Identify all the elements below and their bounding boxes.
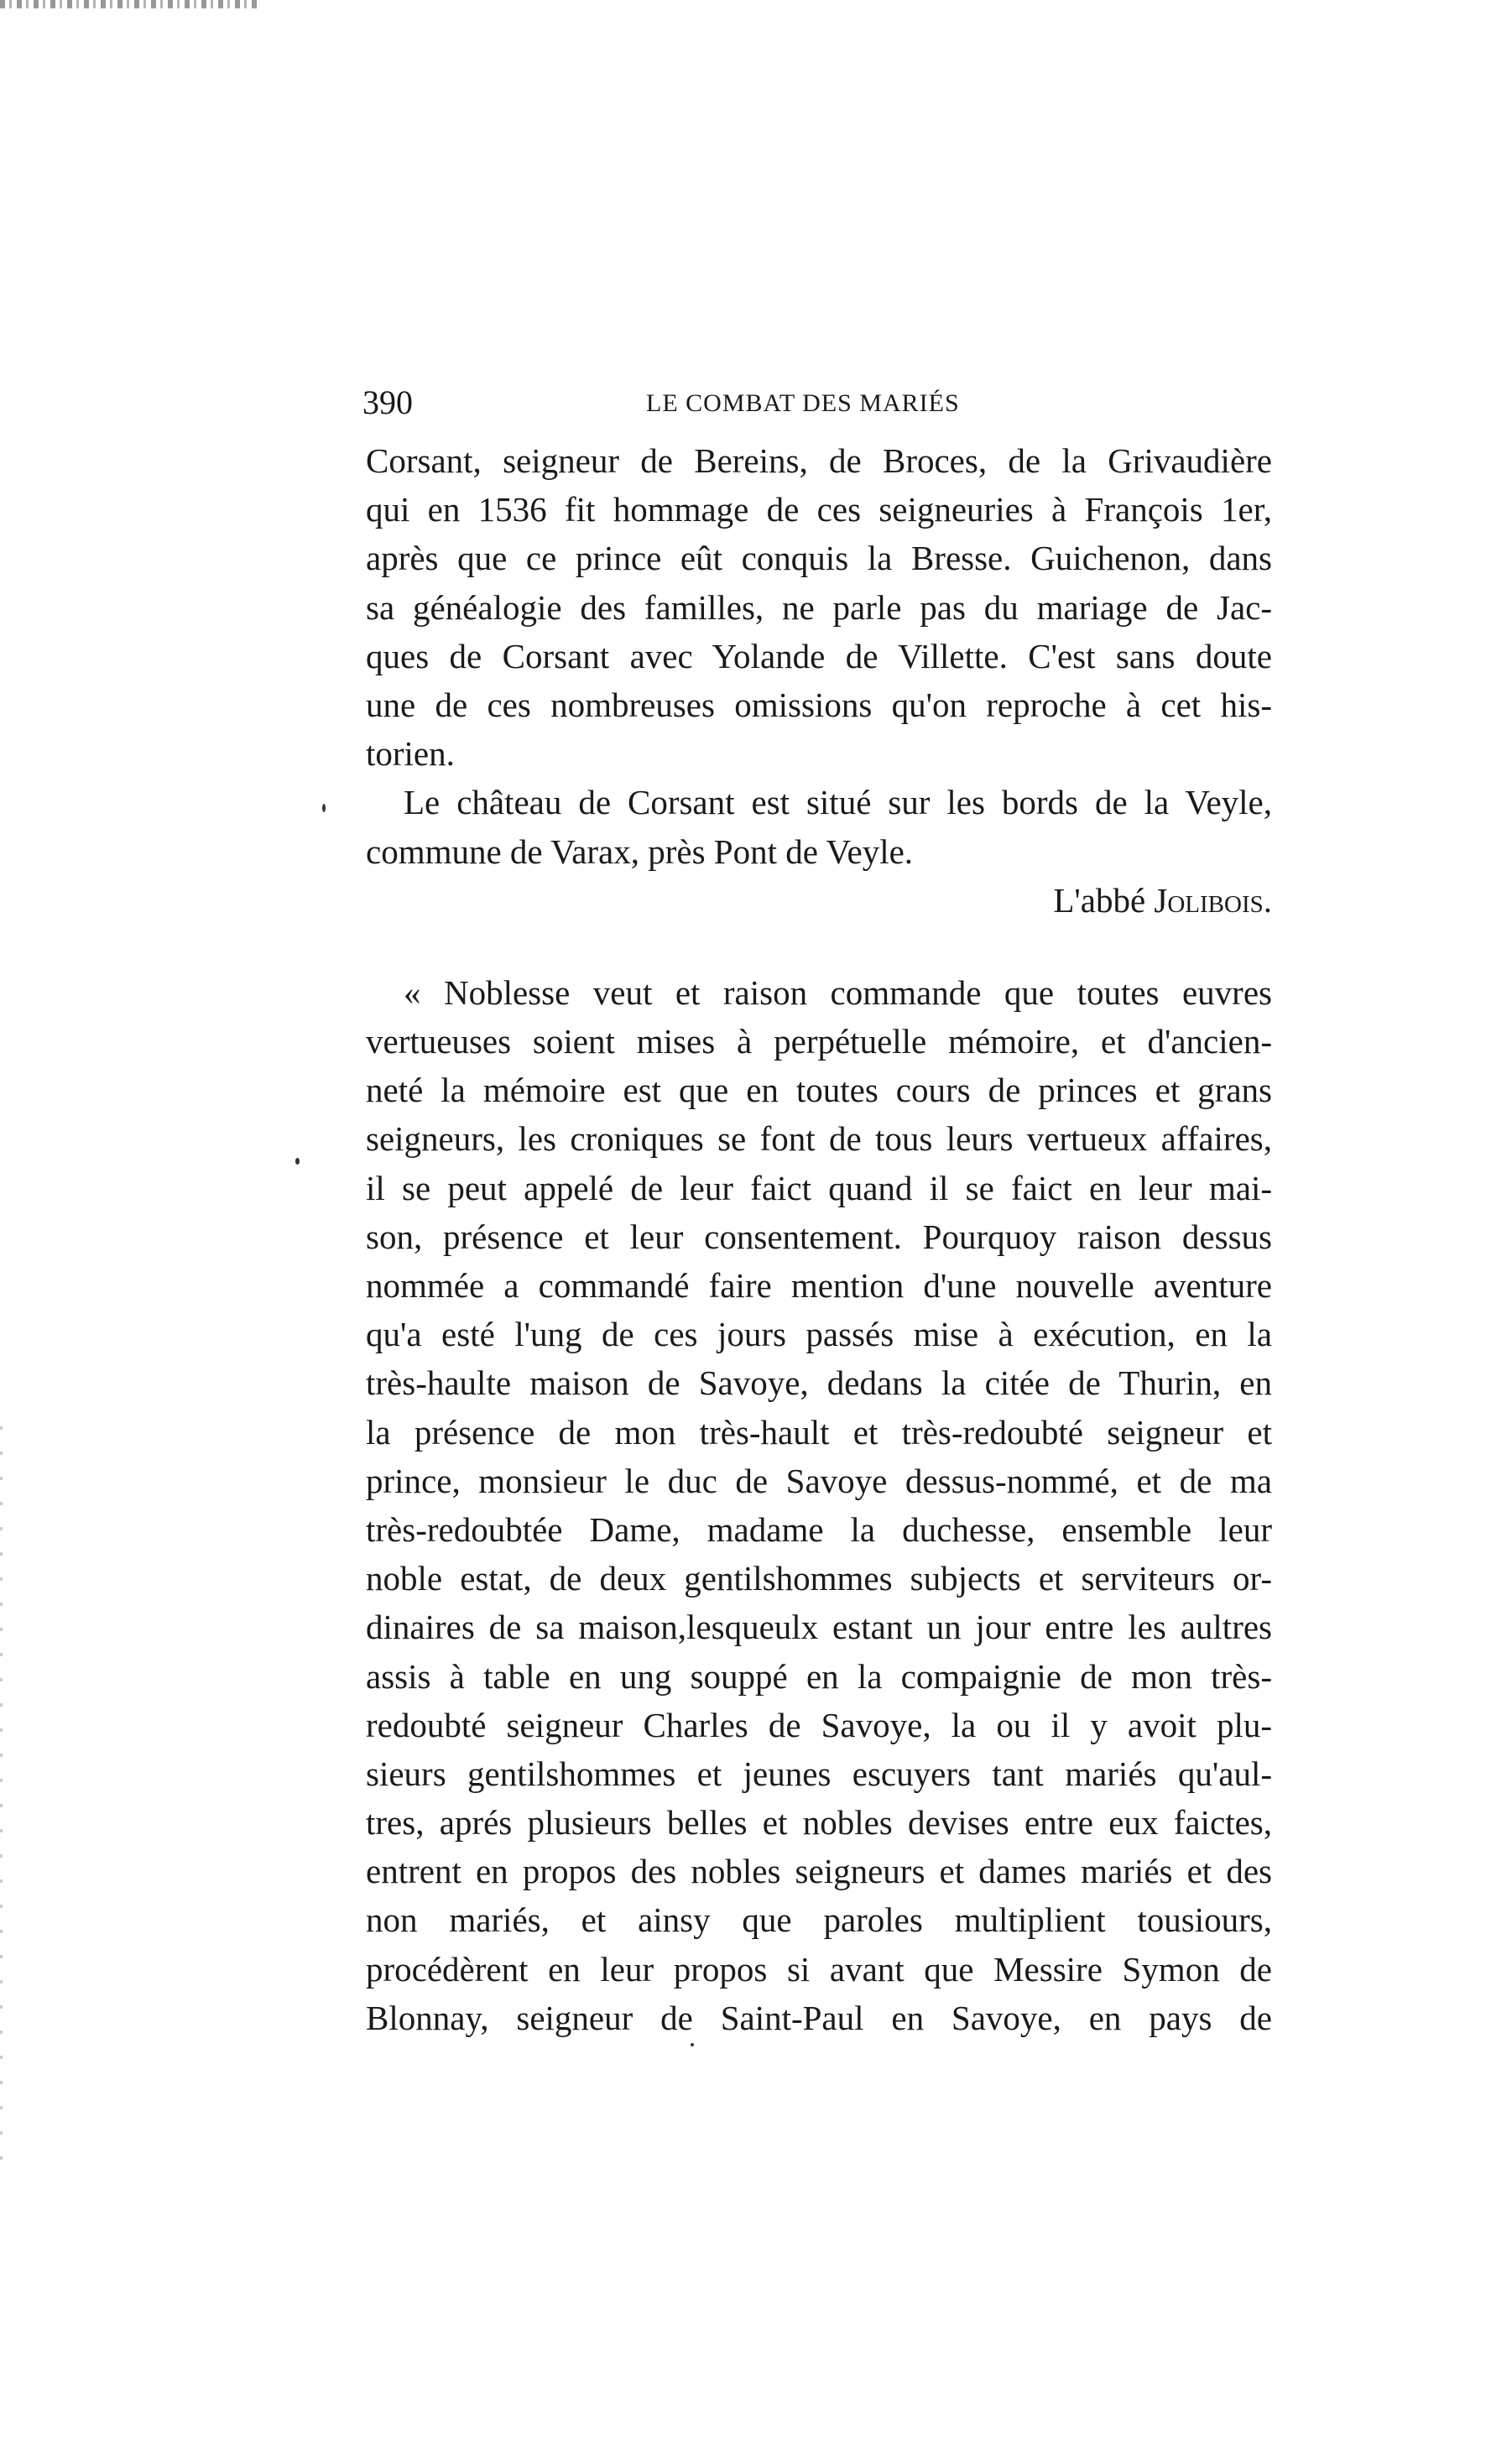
text-line: très-haulte maison de Savoye, dedans la citée de Thurin, en	[366, 1363, 1272, 1403]
signature	[366, 876, 1272, 925]
text-line: sa généalogie des familles, ne parle pas du mariage de Jac-	[366, 587, 1272, 627]
text-line: après que ce prince eût conquis la Bresse. Guichenon, dans	[366, 539, 1272, 578]
body-text	[366, 436, 1272, 2042]
text-line: très-redoubtée Dame, madame la duchesse, ensemble leur	[366, 1509, 1272, 1549]
ink-speck	[691, 2043, 694, 2046]
text-line: vertueuses soient mises à perpétuelle mémoire, et d'ancien-	[366, 1022, 1272, 1061]
text-line: son, présence et leur consentement. Pourquoy raison dessus	[366, 1217, 1272, 1256]
paragraph-2	[366, 778, 1272, 875]
text-line: « Noblesse veut et raison commande que toutes euvres	[404, 972, 1272, 1012]
text-line: redoubté seigneur Charles de Savoye, la ou il y avoit plu-	[366, 1705, 1272, 1744]
text-line: il se peut appelé de leur faict quand il se faict en leur mai-	[366, 1168, 1272, 1207]
text-line: Le château de Corsant est situé sur les bords de la Veyle,	[404, 783, 1272, 822]
text-line: Blonnay, seigneur de Saint-Paul en Savoye, en pays de	[366, 1998, 1272, 2037]
text-line: seigneurs, les croniques se font de tous leurs vertueux affaires,	[366, 1119, 1272, 1159]
text-line: neté la mémoire est que en toutes cours de princes et grans	[366, 1071, 1272, 1110]
text-line: procédèrent en leur propos si avant que Messire Symon de	[366, 1949, 1272, 1989]
signature-prefix: L'abbé	[1053, 880, 1146, 920]
signature-name: Jolibois.	[1154, 880, 1272, 920]
text-line: Corsant, seigneur de Bereins, de Broces, de la Grivaudière	[366, 441, 1272, 480]
page-number: 390	[362, 383, 413, 421]
section-gap	[366, 925, 1272, 968]
page-header	[362, 382, 1269, 424]
ink-speck	[295, 1158, 300, 1165]
scan-margin-noise	[0, 1426, 3, 2182]
text-line: non mariés, et ainsy que paroles multiplient tousiours,	[366, 1900, 1272, 1940]
text-line: qu'a esté l'ung de ces jours passés mise à exécution, en la	[366, 1315, 1272, 1354]
text-line: assis à table en ung souppé en la compaignie de mon très-	[366, 1656, 1272, 1696]
ink-speck	[322, 804, 326, 812]
text-line: torien.	[366, 734, 455, 774]
text-line: une de ces nombreuses omissions qu'on reproche à cet his-	[366, 685, 1272, 724]
paragraph-3	[366, 968, 1272, 2042]
text-line: nommée a commandé faire mention d'une nouvelle aventure	[366, 1266, 1272, 1305]
scan-edge-noise	[0, 0, 260, 8]
text-line: dinaires de sa maison,lesqueulx estant un jour entre les aultres	[366, 1608, 1272, 1647]
text-line: tres, aprés plusieurs belles et nobles devises entre eux faictes,	[366, 1803, 1272, 1843]
text-line: qui en 1536 fit hommage de ces seigneuries à François 1er,	[366, 490, 1272, 529]
paragraph-1	[366, 436, 1272, 778]
running-head: LE COMBAT DES MARIÉS	[646, 389, 960, 417]
text-line: entrent en propos des nobles seigneurs et dames mariés et des	[366, 1852, 1272, 1891]
text-line: sieurs gentilshommes et jeunes escuyers tant mariés qu'aul-	[366, 1754, 1272, 1793]
text-line: ques de Corsant avec Yolande de Villette. C'est sans doute	[366, 636, 1272, 675]
text-line: commune de Varax, près Pont de Veyle.	[366, 831, 914, 871]
text-line: la présence de mon très-hault et très-redoubté seigneur et	[366, 1412, 1272, 1452]
text-line: noble estat, de deux gentilshommes subjects et serviteurs or-	[366, 1559, 1272, 1598]
text-line: prince, monsieur le duc de Savoye dessus-nommé, et de ma	[366, 1461, 1272, 1500]
